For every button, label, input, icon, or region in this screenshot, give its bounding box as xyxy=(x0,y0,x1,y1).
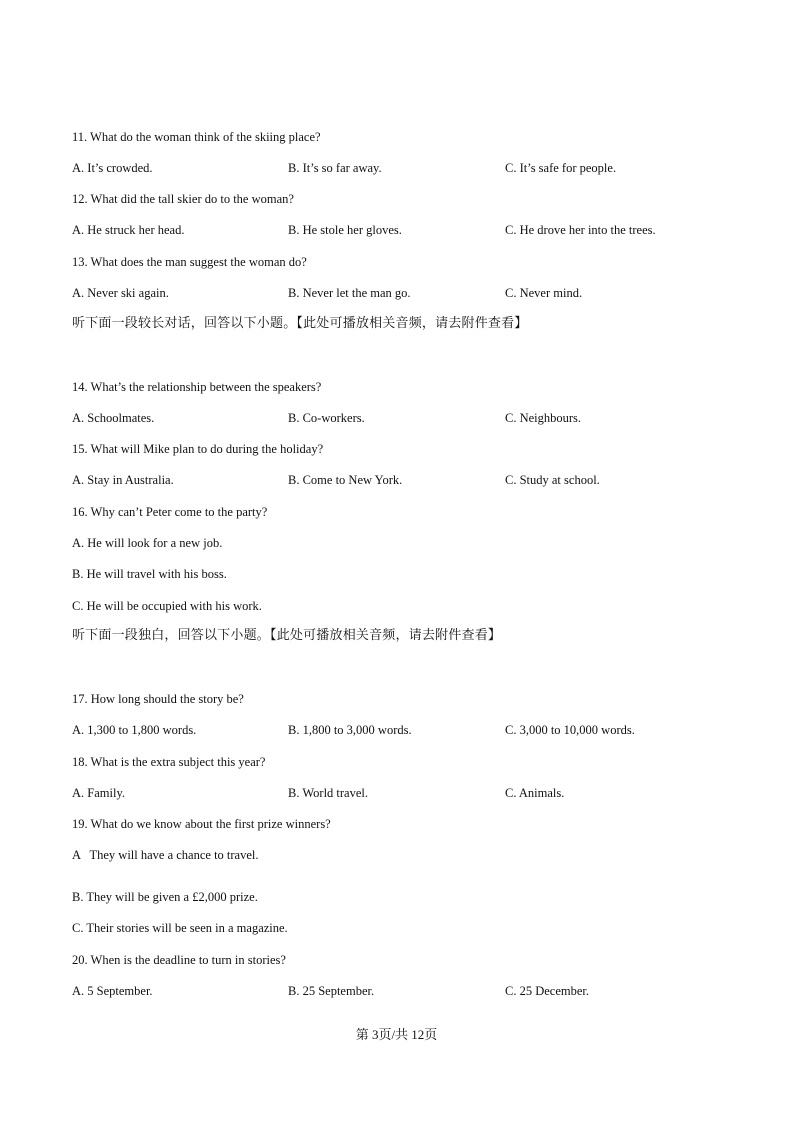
question-17-option-b: B. 1,800 to 3,000 words. xyxy=(288,723,412,737)
question-11-option-c: C. It’s safe for people. xyxy=(505,161,617,175)
question-15-stem: 15. What will Mike plan to do during the holiday? xyxy=(72,442,324,456)
question-11-option-b: B. It’s so far away. xyxy=(288,161,382,175)
question-20-option-b: B. 25 September. xyxy=(288,984,375,998)
question-11-option-a: A. It’s crowded. xyxy=(72,161,153,175)
question-19-option-c: C. Their stories will be seen in a magazine. xyxy=(72,921,288,935)
question-19-stem: 19. What do we know about the first prize winners? xyxy=(72,817,331,831)
question-18-stem: 18. What is the extra subject this year? xyxy=(72,755,266,769)
question-14-option-c: C. Neighbours. xyxy=(505,411,582,425)
question-16-stem: 16. Why can’t Peter come to the party? xyxy=(72,505,268,519)
question-14-option-a: A. Schoolmates. xyxy=(72,411,155,425)
question-12-option-a: A. He struck her head. xyxy=(72,223,185,237)
question-15-option-c: C. Study at school. xyxy=(505,473,600,487)
question-12-option-b: B. He stole her gloves. xyxy=(288,223,402,237)
page-number-footer: 第 3页/共 12页 xyxy=(355,1027,438,1042)
question-17-option-c: C. 3,000 to 10,000 words. xyxy=(505,723,635,737)
question-18-option-a: A. Family. xyxy=(72,786,126,800)
section-instruction-monologue: 听下面一段独白，回答以下小题。【此处可播放相关音频，请去附件查看】 xyxy=(72,628,502,643)
question-16-option-b: B. He will travel with his boss. xyxy=(72,567,227,581)
question-19-option-a: A They will have a chance to travel. xyxy=(72,848,259,862)
question-14-stem: 14. What’s the relationship between the speakers? xyxy=(72,380,322,394)
question-16-option-c: C. He will be occupied with his work. xyxy=(72,599,262,613)
question-13-option-c: C. Never mind. xyxy=(505,286,583,300)
question-17-stem: 17. How long should the story be? xyxy=(72,692,244,706)
question-13-option-b: B. Never let the man go. xyxy=(288,286,411,300)
question-14-option-b: B. Co-workers. xyxy=(288,411,365,425)
question-15-option-a: A. Stay in Australia. xyxy=(72,473,174,487)
section-instruction-dialogue: 听下面一段较长对话，回答以下小题。【此处可播放相关音频，请去附件查看】 xyxy=(72,316,528,331)
question-20-stem: 20. When is the deadline to turn in stories? xyxy=(72,953,286,967)
question-15-option-b: B. Come to New York. xyxy=(288,473,403,487)
question-18-option-b: B. World travel. xyxy=(288,786,368,800)
question-12-option-c: C. He drove her into the trees. xyxy=(505,223,656,237)
question-18-option-c: C. Animals. xyxy=(505,786,565,800)
question-17-option-a: A. 1,300 to 1,800 words. xyxy=(72,723,197,737)
question-13-stem: 13. What does the man suggest the woman do? xyxy=(72,255,307,269)
question-13-option-a: A. Never ski again. xyxy=(72,286,169,300)
question-12-stem: 12. What did the tall skier do to the woman? xyxy=(72,192,294,206)
question-20-option-a: A. 5 September. xyxy=(72,984,153,998)
question-16-option-a: A. He will look for a new job. xyxy=(72,536,223,550)
question-20-option-c: C. 25 December. xyxy=(505,984,590,998)
question-19-option-b: B. They will be given a £2,000 prize. xyxy=(72,890,258,904)
question-11-stem: 11. What do the woman think of the skiing place? xyxy=(72,130,321,144)
